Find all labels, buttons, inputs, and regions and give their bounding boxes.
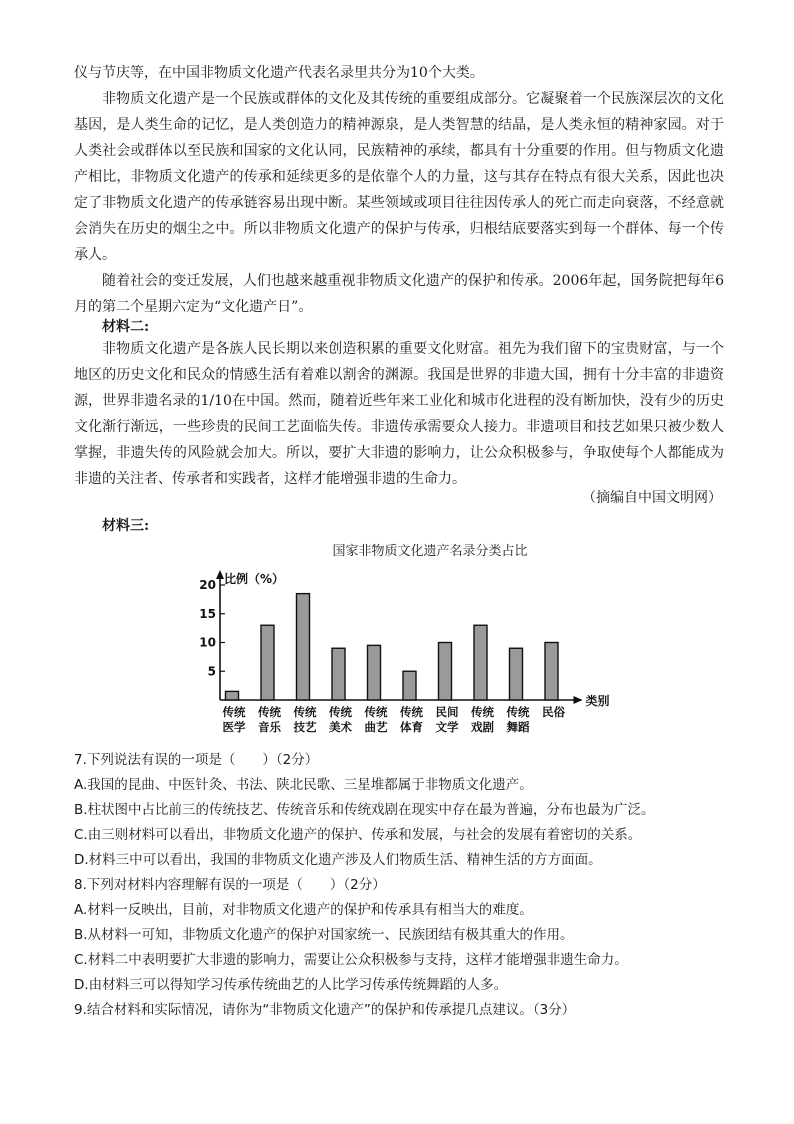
x-tick-label: 体育 xyxy=(400,720,423,734)
x-tick-label: 曲艺 xyxy=(364,720,388,734)
question-7-option-d: D.材料三中可以看出，我国的非物质文化遗产涉及人们物质生活、精神生活的方方面面。 xyxy=(74,852,602,868)
material-two-source: （摘编自中国文明网） xyxy=(582,490,722,506)
x-tick-label: 传统 xyxy=(222,705,246,719)
x-tick-label: 音乐 xyxy=(258,720,281,734)
x-tick-label: 传统 xyxy=(400,705,423,719)
x-tick-label: 传统 xyxy=(471,705,494,719)
x-tick-label: 舞蹈 xyxy=(506,720,530,734)
bar xyxy=(297,594,310,700)
bar xyxy=(545,643,558,701)
bar xyxy=(226,691,239,700)
x-tick-label: 民俗 xyxy=(542,705,565,719)
y-tick-label: 20 xyxy=(199,578,216,592)
question-8-option-d: D.由材料三可以得知学习传承传统曲艺的人比学习传承传统舞蹈的人多。 xyxy=(74,977,508,993)
bar xyxy=(332,648,345,700)
y-axis-label: 比例（%） xyxy=(224,572,285,586)
question-7-option-a: A.我国的昆曲、中医针灸、书法、陕北民歌、三星堆都属于非物质文化遗产。 xyxy=(74,777,533,793)
material-one-lead: 仪与节庆等，在中国非物质文化遗产代表名录里共分为10个大类。 xyxy=(74,65,484,81)
bar xyxy=(474,625,487,700)
material-two-paragraph: 非物质文化遗产是各族人民长期以来创造积累的重要文化财富。祖先为我们留下的宝贵财富，与一个地区的历史文化和民众的情感生活有着难以割舍的渊源。我国是世界的非遗大国，拥有十分丰富的非遗资源，世界非遗名录的1/10在中国。然而，随着近些年来工业化和城市化进程的没有断加快，没有少的历史文化渐行渐远，一些珍贵的民间工艺面临失传。非遗传承需要众人接力。非遗项目和技艺如果只被少数人掌握，非遗失传的风险就会加大。所以，要扩大非遗的影响力，让公众积极参与，争取使每个人都能成为非遗的关注者、传承者和实践者，这样才能增强非遗的生命力。 xyxy=(74,341,724,487)
y-tick-label: 5 xyxy=(207,664,216,679)
x-tick-label: 传统 xyxy=(506,705,530,719)
bar xyxy=(261,625,274,700)
x-tick-label: 民间 xyxy=(435,705,459,719)
bar xyxy=(439,643,452,701)
x-tick-label: 传统 xyxy=(329,705,352,719)
x-axis-arrow-icon xyxy=(574,696,583,704)
question-7-option-c: C.由三则材料可以看出，非物质文化遗产的保护、传承和发展，与社会的发展有着密切的关系。 xyxy=(74,827,642,843)
chart-title: 国家非物质文化遗产名录分类占比 xyxy=(332,544,528,559)
material-two-heading: 材料二: xyxy=(102,319,150,335)
x-tick-label: 医学 xyxy=(222,720,246,734)
material-three-heading: 材料三: xyxy=(102,518,150,534)
x-tick-label: 技艺 xyxy=(293,720,317,734)
question-8-option-c: C.材料二中表明要扩大非遗的影响力，需要让公众积极参与支持，这样才能增强非遗生命力。 xyxy=(74,952,628,968)
material-one-paragraph-2: 随着社会的变迁发展，人们也越来越重视非物质文化遗产的保护和传承。2006年起，国务院把每年6月的第二个星期六定为“文化遗产日”。 xyxy=(74,273,724,315)
x-axis-label: 类别 xyxy=(585,694,610,708)
question-8-option-a: A.材料一反映出，目前，对非物质文化遗产的保护和传承具有相当大的难度。 xyxy=(74,902,533,918)
x-tick-label: 美术 xyxy=(329,720,352,734)
question-9: 9.结合材料和实际情况，请你为“非物质文化遗产”的保护和传承提几点建议。（3分） xyxy=(74,1002,576,1018)
x-tick-label: 文学 xyxy=(435,720,459,734)
x-tick-label: 传统 xyxy=(293,705,317,719)
y-tick-label: 15 xyxy=(199,606,216,621)
question-7-option-b: B.柱状图中占比前三的传统技艺、传统音乐和传统戏剧在现实中存在最为普遍，分布也最为广泛。 xyxy=(74,802,655,818)
x-tick-label: 传统 xyxy=(364,705,388,719)
question-7: 7.下列说法有误的一项是（ ）（2分） xyxy=(74,752,319,768)
bar xyxy=(510,648,523,700)
x-tick-label: 戏剧 xyxy=(471,720,494,734)
question-8-option-b: B.从材料一可知，非物质文化遗产的保护对国家统一、民族团结有极其重大的作用。 xyxy=(74,927,574,943)
bar xyxy=(368,645,381,700)
question-8: 8.下列对材料内容理解有误的一项是（ ）（2分） xyxy=(74,877,386,893)
x-tick-label: 传统 xyxy=(258,705,281,719)
y-axis-arrow-icon xyxy=(216,570,224,579)
y-tick-label: 10 xyxy=(199,635,216,650)
material-one-paragraph-1: 非物质文化遗产是一个民族或群体的文化及其传统的重要组成部分。它凝聚着一个民族深层次的文化基因，是人类生命的记忆，是人类创造力的精神源泉，是人类智慧的结晶，是人类永恒的精神家园。对于人类社会或群体以至民族和国家的文化认同，民族精神的承续，都具有十分重要的作用。但与物质文化遗产相比，非物质文化遗产的传承和延续更多的是依靠个人的力量，这与其存在特点有很大关系，因此也决定了非物质文化遗产的传承链容易出现中断。某些领域或项目往往因传承人的死亡而走向衰落，不经意就会消失在历史的烟尘之中。所以非物质文化遗产的保护与传承，归根结底要落实到每一个群体、每一个传承人。 xyxy=(74,91,724,263)
bar-chart xyxy=(190,565,620,740)
bar xyxy=(403,671,416,700)
